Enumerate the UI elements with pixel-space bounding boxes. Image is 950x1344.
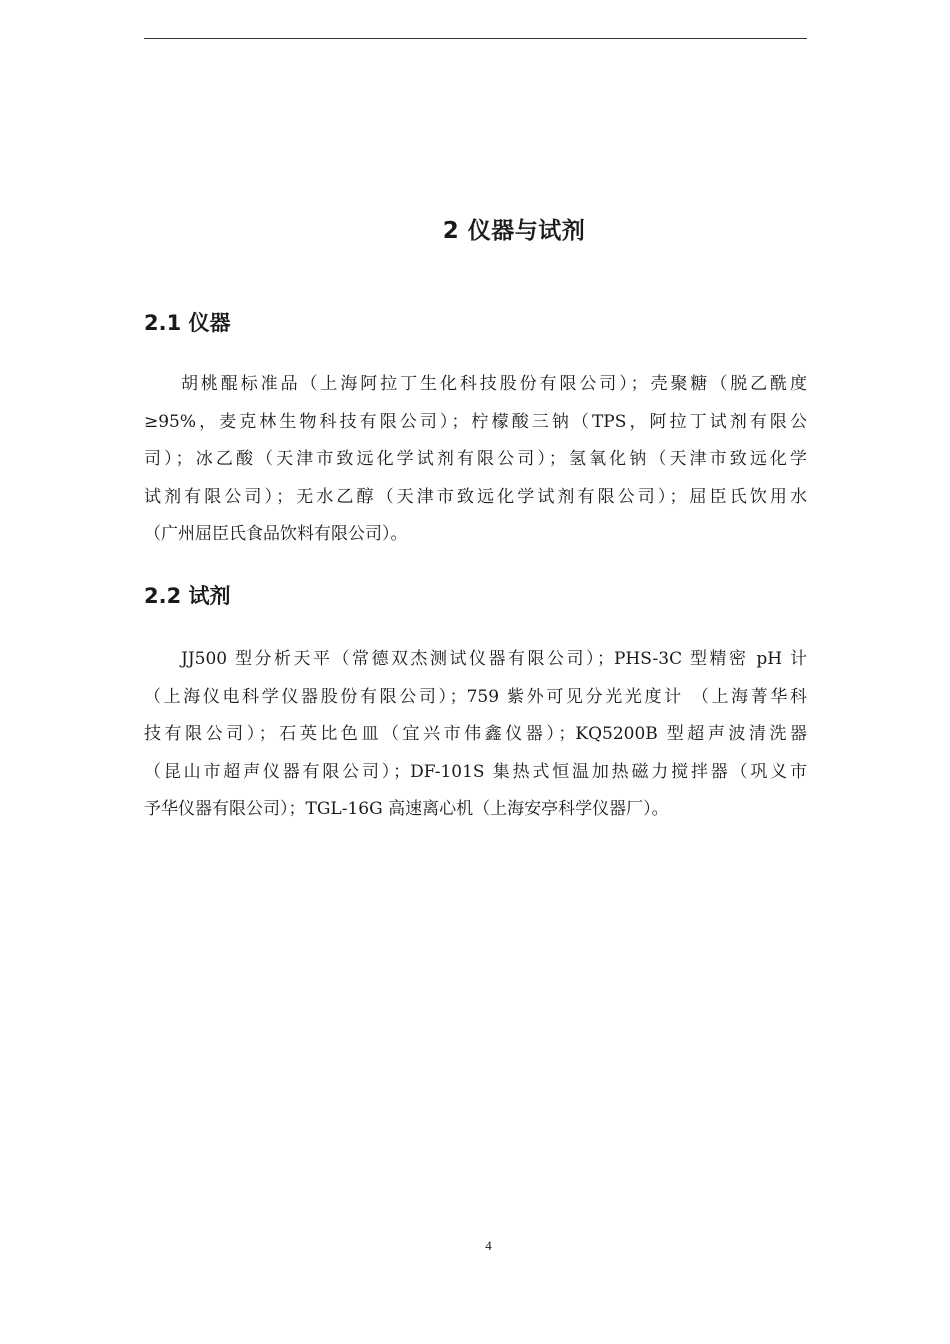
paragraph-line: ≥95%，麦克林生物科技有限公司）；柠檬酸三钠（TPS，阿拉丁试剂有限公 [144, 411, 807, 432]
chapter-title: 2 仪器与试剂 [442, 218, 586, 244]
reagents-paragraph [144, 641, 807, 829]
section-heading-instruments: 2.1 仪器 [144, 311, 231, 335]
section-heading-reagents: 2.2 试剂 [144, 584, 231, 608]
paragraph-line: 试剂有限公司）；无水乙醇（天津市致远化学试剂有限公司）；屈臣氏饮用水 [144, 486, 807, 507]
paragraph-line: 胡桃醌标准品（上海阿拉丁生化科技股份有限公司）；壳聚糖（脱乙酰度 [181, 374, 807, 394]
paragraph-line: 技有限公司）；石英比色皿（宜兴市伟鑫仪器）；KQ5200B 型超声波清洗器 [144, 724, 807, 744]
header-rule [144, 38, 807, 39]
paragraph-line: 司）；冰乙酸（天津市致远化学试剂有限公司）；氢氧化钠（天津市致远化学 [144, 449, 807, 469]
paragraph-line: （上海仪电科学仪器股份有限公司）；759 紫外可见分光光度计 （上海菁华科 [144, 686, 807, 707]
page-number: 4 [485, 1238, 492, 1253]
instruments-paragraph [144, 366, 807, 554]
paragraph-line: （昆山市超声仪器有限公司）；DF-101S 集热式恒温加热磁力搅拌器（巩义市 [144, 761, 807, 782]
paragraph-line: （广州屈臣氏食品饮料有限公司）。 [144, 524, 408, 544]
paragraph-line: JJ500 型分析天平（常德双杰测试仪器有限公司）；PHS-3C 型精密 pH 计 [181, 649, 807, 669]
paragraph-line: 予华仪器有限公司）；TGL-16G 高速离心机（上海安亭科学仪器厂）。 [144, 799, 669, 819]
